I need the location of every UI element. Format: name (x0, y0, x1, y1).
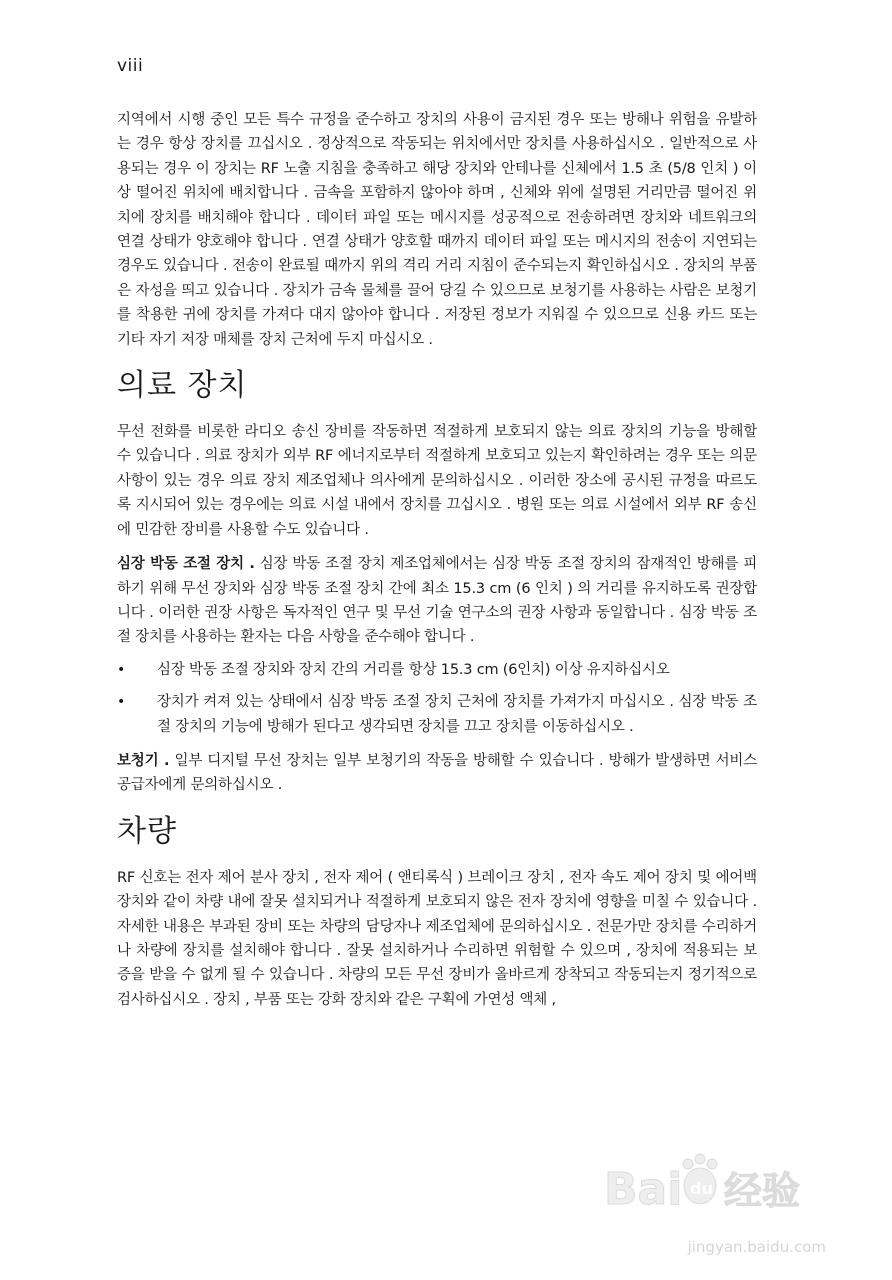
svg-text:Bai: Bai (604, 1164, 683, 1215)
document-body (117, 108, 757, 1012)
hearing-aids-label: 보청기 . (117, 752, 170, 769)
intro-paragraph: 지역에서 시행 중인 모든 특수 규정을 준수하고 장치의 사용이 금지된 경우 또는 방해나 위험을 유발하는 경우 항상 장치를 끄십시오 . 정상적으로 작동되는 위치에서만 장치를 사용하십시오 . 일반적으로 사용되는 경우 이 장치는 RF 노출 지침을 충족하고 해당 장치와 안테나를 신체에서 1.5 초 (5/8 인치 ) 이상 떨어진 위치에 배치합니다 . 금속을 포함하지 않아야 하며 , 신체와 위에 설명된 거리만큼 떨어진 위치에 장치를 배치해야 합니다 . 데이터 파일 또는 메시지를 성공적으로 전송하려면 장치와 네트워크의 연결 상태가 양호해야 합니다 . 연결 상태가 양호할 때까지 데이터 파일 또는 메시지의 전송이 지연되는 경우도 있습니다 . 전송이 완료될 때까지 위의 격리 거리 지침이 준수되는지 확인하십시오 . 장치의 부품은 자성을 띄고 있습니다 . 장치가 금속 물체를 끌어 당길 수 있으므로 보청기를 사용하는 사람은 보청기를 착용한 귀에 장치를 가져다 대지 않아야 합니다 . 저장된 정보가 지워질 수 있으므로 신용 카드 또는 기타 자기 저장 매체를 장치 근처에 두지 마십시오 . (117, 112, 757, 348)
hearing-aids-text: 일부 디지털 무선 장치는 일부 보청기의 작동을 방해할 수 있습니다 . 방해가 발생하면 서비스 공급자에게 문의하십시오 . (117, 752, 757, 794)
pacemaker-paragraph (117, 552, 757, 650)
watermark-url: jingyan.baidu.com (687, 1238, 826, 1256)
vehicles-paragraph: RF 신호는 전자 제어 분사 장치 , 전자 제어 ( 앤티록식 ) 브레이크 장치 , 전자 속도 제어 장치 및 에어백 장치와 같이 차량 내에 잘못 설치되거나 적절하게 보호되지 않은 전자 장치에 영향을 미칠 수 있습니다 . 자세한 내용은 부과된 장비 또는 차량의 담당자나 제조업체에 문의하십시오 . 전문가만 장치를 수리하거나 차량에 장치를 설치해야 합니다 . 잘못 설치하거나 수리하면 위험할 수 있으며 , 장치에 적용되는 보증을 받을 수 없게 될 수 있습니다 . 차량의 모든 무선 장비가 올바르게 장착되고 작동되는지 정기적으로 검사하십시오 . 장치 , 부품 또는 강화 장치와 같은 구획에 가연성 액체 , (117, 869, 757, 1008)
svg-text:du: du (690, 1179, 713, 1198)
bullet-icon: • (117, 694, 126, 711)
hearing-aids-paragraph (117, 749, 757, 798)
pacemaker-bullet-list (117, 658, 757, 739)
pacemaker-label: 심장 박동 조절 장치 . (117, 556, 255, 573)
list-item (117, 690, 757, 739)
page-number: viii (117, 56, 144, 76)
bullet-icon: • (117, 661, 126, 678)
section-heading-vehicles: 차량 (117, 813, 177, 849)
section-heading-medical-devices: 의료 장치 (117, 368, 248, 404)
list-item-text: 장치가 켜져 있는 상태에서 심장 박동 조절 장치 근처에 장치를 가져가지 마십시오 . 심장 박동 조절 장치의 기능에 방해가 된다고 생각되면 장치를 끄고 장치를 이동하십시오 . (157, 694, 757, 735)
pacemaker-text: 심장 박동 조절 장치 제조업체에서는 심장 박동 조절 장치의 잠재적인 방해를 피하기 위해 무선 장치와 심장 박동 조절 장치 간에 최소 15.3 cm (6 인치 ) 의 거리를 유지하도록 권장합니다 . 이러한 권장 사항은 독자적인 연구 및 무선 기술 연구소의 권장 사항과 동일합니다 . 심장 박동 조절 장치를 사용하는 환자는 다음 사항을 준수해야 합니다 . (117, 556, 758, 646)
watermark (596, 1146, 836, 1256)
baidu-watermark-logo (596, 1146, 836, 1226)
list-item (117, 658, 757, 682)
medical-paragraph: 무선 전화를 비롯한 라디오 송신 장비를 작동하면 적절하게 보호되지 않는 의료 장치의 기능을 방해할 수 있습니다 . 의료 장치가 외부 RF 에너지로부터 적절하게 보호되고 있는지 확인하려는 경우 또는 의문 사항이 있는 경우 의료 장치 제조업체나 의사에게 문의하십시오 . 이러한 장소에 공시된 규정을 따르도록 지시되어 있는 경우에는 의료 시설 내에서 장치를 끄십시오 . 병원 또는 의료 시설에서 외부 RF 송신에 민감한 장비를 사용할 수도 있습니다 . (117, 424, 757, 538)
list-item-text: 심장 박동 조절 장치와 장치 간의 거리를 항상 15.3 cm (6인치) 이상 유지하십시오 (157, 661, 670, 678)
svg-text:经验: 经验 (724, 1169, 801, 1213)
